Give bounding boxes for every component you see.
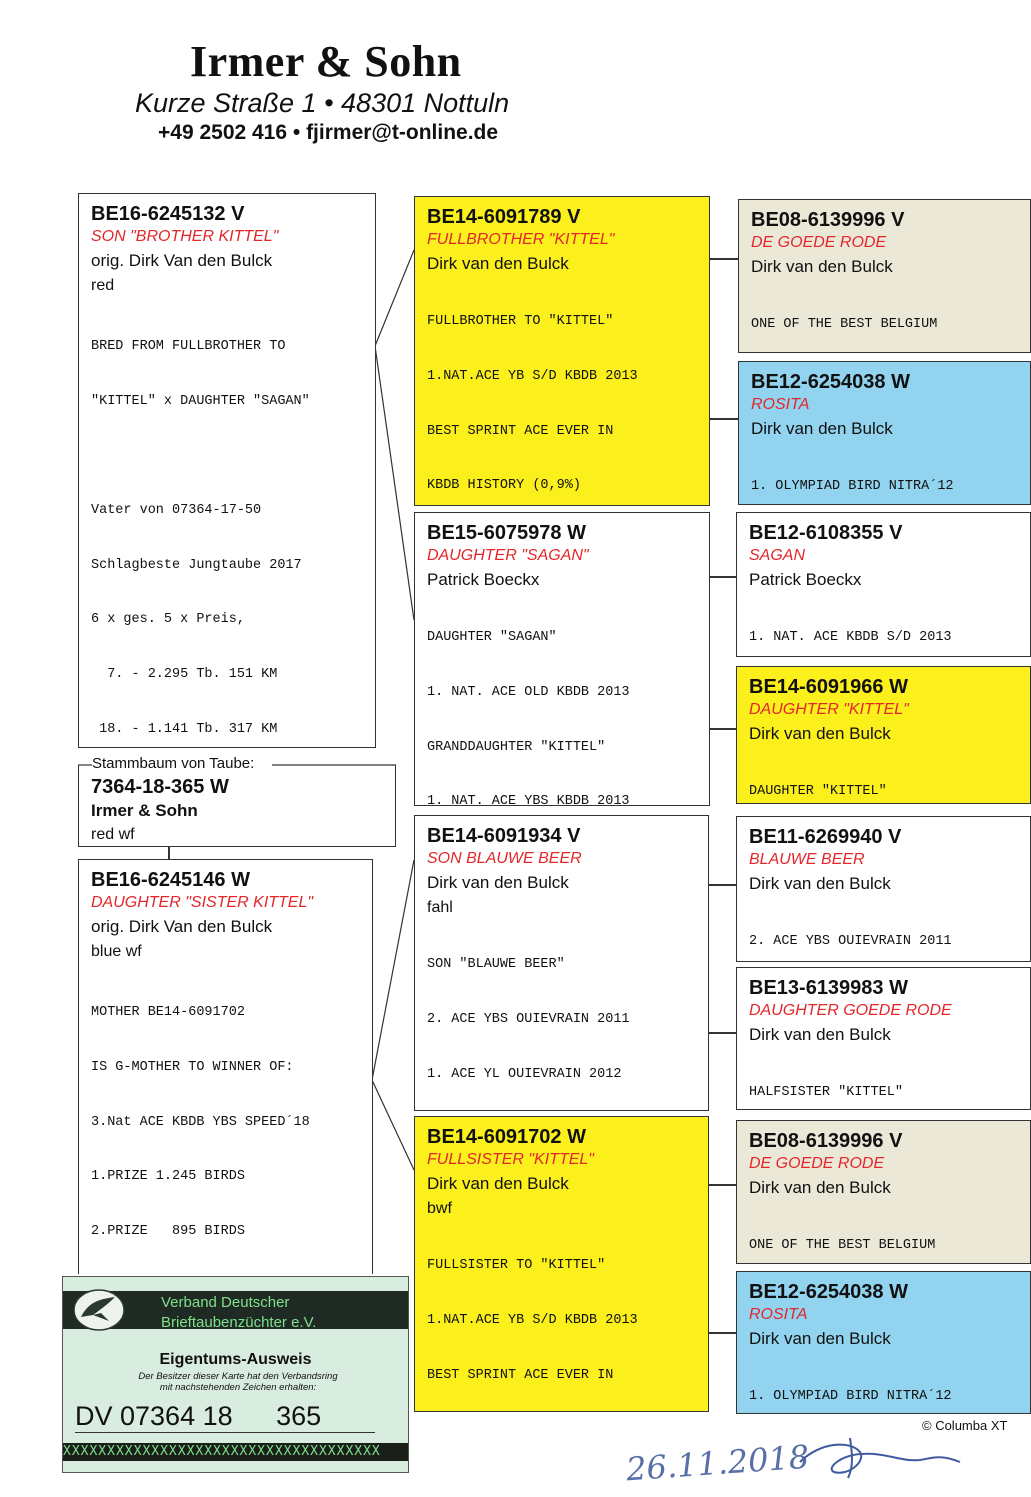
subject-pigeon-box	[78, 765, 396, 847]
ring-number: BE12-6254038 W	[749, 1281, 908, 1303]
pigeon-name: DAUGHTER "SAGAN"	[427, 547, 589, 564]
subject-ring: 7364-18-365 W	[91, 776, 229, 798]
performance-line: SON "BLAUWE BEER"	[427, 957, 565, 973]
ring-number: BE14-6091702 W	[427, 1126, 586, 1148]
performance-line: GRANDDAUGHTER "KITTEL"	[427, 739, 606, 755]
performance-lines	[749, 1352, 1020, 1414]
pigeon-name: ROSITA	[749, 1306, 808, 1323]
ring-number: BE16-6245132 V	[91, 203, 245, 225]
ring-number: BE16-6245146 W	[91, 869, 250, 891]
breeder-name: Dirk van den Bulck	[751, 257, 893, 276]
performance-line: Schlagbeste Jungtaube 2017	[91, 557, 302, 573]
pigeon-name: SAGAN	[749, 547, 806, 564]
performance-line: ONE OF THE BEST BELGIUM	[751, 317, 938, 333]
breeder-contact: +49 2502 416 • fjirmer@t-online.de	[158, 121, 499, 144]
pigeon-name: DAUGHTER "SISTER KITTEL"	[91, 894, 314, 911]
breeder-name: orig. Dirk Van den Bulck	[91, 917, 273, 936]
performance-lines	[751, 442, 1020, 505]
performance-lines	[749, 897, 1020, 962]
card-org-line: Verband Deutscher	[161, 1294, 290, 1311]
performance-lines	[749, 1201, 1020, 1264]
performance-line: 1. ACE YL OUIEVRAIN 2012	[427, 1066, 622, 1082]
performance-lines	[749, 1048, 1020, 1110]
performance-line: 1. OLYMPIAD BIRD NITRA´12	[751, 479, 954, 495]
pigeon-color: red	[91, 277, 115, 294]
performance-line: "KITTEL" x DAUGHTER "SAGAN"	[91, 394, 310, 410]
ring-number: BE08-6139996 V	[749, 1130, 903, 1152]
performance-line: BEST SPRINT ACE EVER IN	[427, 423, 614, 439]
performance-line: 7. - 2.295 Tb. 151 KM	[91, 667, 278, 683]
performance-lines	[91, 302, 365, 748]
performance-lines	[427, 1221, 698, 1412]
performance-lines	[749, 747, 1020, 804]
ring-number: BE11-6269940 V	[749, 826, 902, 848]
performance-line: 1. NAT. ACE YBS KBDB 2013	[427, 794, 630, 806]
pedigree-box-fm	[414, 512, 710, 806]
performance-line: 1.PRIZE 1.245 BIRDS	[91, 1169, 245, 1185]
pedigree-box-ff	[414, 196, 710, 506]
performance-line: MOTHER BE14-6091702	[91, 1005, 245, 1021]
card-pattern-bar: XXXXXXXXXXXXXXXXXXXXXXXXXXXXXXXXXXXX	[63, 1443, 408, 1461]
pigeon-name: SON "BROTHER KITTEL"	[91, 228, 279, 245]
breeder-name: Dirk van den Bulck	[751, 419, 893, 438]
subject-owner: Irmer & Sohn	[91, 801, 198, 820]
pigeon-name: DE GOEDE RODE	[749, 1155, 885, 1172]
ring-number: BE14-6091789 V	[427, 206, 581, 228]
performance-line: 1.NAT.ACE YB S/D KBDB 2013	[427, 369, 638, 385]
breeder-name: Dirk van den Bulck	[427, 1174, 569, 1193]
ring-number: BE14-6091966 W	[749, 676, 908, 698]
ring-number: BE12-6254038 W	[751, 371, 910, 393]
performance-line: 1. NAT. ACE KBDB S/D 2013	[749, 630, 952, 646]
pigeon-name: DE GOEDE RODE	[751, 234, 887, 251]
ownership-card	[62, 1276, 409, 1473]
pigeon-color: blue wf	[91, 943, 142, 960]
breeder-address: Kurze Straße 1 • 48301 Nottuln	[135, 88, 510, 118]
performance-line: BRED FROM FULLBROTHER TO	[91, 339, 286, 355]
performance-line: HALFSISTER "KITTEL"	[749, 1085, 903, 1101]
ring-number: BE08-6139996 V	[751, 209, 905, 231]
performance-line: 6 x ges. 5 x Preis,	[91, 612, 245, 628]
pigeon-name: BLAUWE BEER	[749, 851, 865, 868]
card-ring-suffix: 365	[276, 1401, 322, 1431]
performance-line: 1. NAT. ACE OLD KBDB 2013	[427, 685, 630, 701]
pigeon-name: ROSITA	[751, 396, 810, 413]
performance-lines	[91, 968, 362, 1274]
performance-line: 18. - 1.141 Tb. 317 KM	[91, 721, 278, 737]
card-organization	[161, 1293, 316, 1333]
breeder-name: Dirk van den Bulck	[749, 874, 891, 893]
pedigree-box-mfm	[736, 967, 1031, 1110]
pedigree-box-mf	[414, 815, 709, 1111]
performance-line: Vater von 07364-17-50	[91, 503, 262, 519]
breeder-title: Irmer & Sohn	[190, 37, 462, 86]
ring-number: BE14-6091934 V	[427, 825, 581, 847]
performance-lines	[427, 593, 699, 806]
card-sub-line: mit nachstehenden Zeichen erhalten:	[159, 1382, 317, 1393]
pedigree-box-mmf	[736, 1120, 1031, 1264]
performance-line: 1. OLYMPIAD BIRD NITRA´12	[749, 1389, 952, 1405]
copyright-note: © Columba XT	[922, 1418, 1008, 1433]
pigeon-color: bwf	[427, 1200, 452, 1217]
performance-line: 1.NAT.ACE YB S/D KBDB 2013	[427, 1313, 638, 1329]
performance-line: 2. ACE YBS OUIEVRAIN 2011	[749, 934, 952, 950]
breeder-name: Patrick Boeckx	[749, 570, 862, 589]
performance-line: DAUGHTER "SAGAN"	[427, 630, 557, 646]
performance-line: KBDB HISTORY (0,9%)	[427, 478, 581, 494]
performance-line: FULLBROTHER TO "KITTEL"	[427, 314, 614, 330]
performance-line: 2. ACE YBS OUIEVRAIN 2011	[427, 1012, 630, 1028]
performance-line: IS G-MOTHER TO WINNER OF:	[91, 1060, 294, 1076]
performance-line: BEST SPRINT ACE EVER IN	[427, 1367, 614, 1383]
pigeon-name: DAUGHTER "KITTEL"	[749, 701, 909, 718]
breeder-name: orig. Dirk Van den Bulck	[91, 251, 273, 270]
card-title: Eigentums-Ausweis	[159, 1351, 312, 1368]
breeder-name: Dirk van den Bulck	[749, 1329, 891, 1348]
card-ring-number	[75, 1401, 375, 1433]
card-ring-prefix: DV 07364 18	[75, 1401, 233, 1431]
pigeon-name: FULLSISTER "KITTEL"	[427, 1151, 594, 1168]
pedigree-box-mother	[78, 859, 373, 1274]
pedigree-box-fmf	[736, 512, 1031, 657]
card-subtitle	[93, 1371, 383, 1393]
card-sub-line: Der Besitzer dieser Karte hat den Verbandsring	[138, 1371, 338, 1382]
ring-number: BE12-6108355 V	[749, 522, 903, 544]
pedigree-box-mff	[736, 816, 1031, 962]
breeder-name: Dirk van den Bulck	[749, 1178, 891, 1197]
pigeon-color: fahl	[427, 899, 453, 916]
performance-lines	[427, 920, 698, 1111]
signature-icon	[790, 1432, 970, 1484]
pedigree-box-father	[78, 193, 376, 748]
ring-number: BE15-6075978 W	[427, 522, 586, 544]
subject-color: red wf	[91, 826, 135, 843]
performance-line	[91, 448, 365, 466]
pedigree-box-mm	[414, 1116, 709, 1412]
pedigree-box-fff	[738, 199, 1031, 353]
breeder-name: Dirk van den Bulck	[749, 1025, 891, 1044]
performance-line: ONE OF THE BEST BELGIUM	[749, 1238, 936, 1254]
card-org-line: Brieftaubenzüchter e.V.	[161, 1314, 317, 1331]
performance-lines	[749, 593, 1020, 657]
performance-lines	[751, 280, 1020, 353]
performance-lines	[427, 277, 699, 506]
performance-line: DAUGHTER "KITTEL"	[749, 784, 887, 800]
breeder-name: Dirk van den Bulck	[749, 724, 891, 743]
pigeon-name: FULLBROTHER "KITTEL"	[427, 231, 615, 248]
stammbaum-label: Stammbaum von Taube:	[92, 755, 255, 772]
ring-number: BE13-6139983 W	[749, 977, 908, 999]
pigeon-name: DAUGHTER GOEDE RODE	[749, 1002, 952, 1019]
performance-line: FULLSISTER TO "KITTEL"	[427, 1258, 606, 1274]
breeder-name: Dirk van den Bulck	[427, 873, 569, 892]
pedigree-box-ffm	[738, 361, 1031, 505]
performance-line: 3.Nat ACE KBDB YBS SPEED´18	[91, 1114, 310, 1130]
breeder-name: Patrick Boeckx	[427, 570, 540, 589]
pigeon-name: SON BLAUWE BEER	[427, 850, 582, 867]
handwritten-date: 26.11.2018	[624, 1437, 811, 1489]
pigeon-logo-icon	[71, 1287, 127, 1333]
performance-line: 2.PRIZE 895 BIRDS	[91, 1223, 245, 1239]
breeder-name: Dirk van den Bulck	[427, 254, 569, 273]
pedigree-box-mmm	[736, 1271, 1031, 1414]
pedigree-box-fmm	[736, 666, 1031, 804]
